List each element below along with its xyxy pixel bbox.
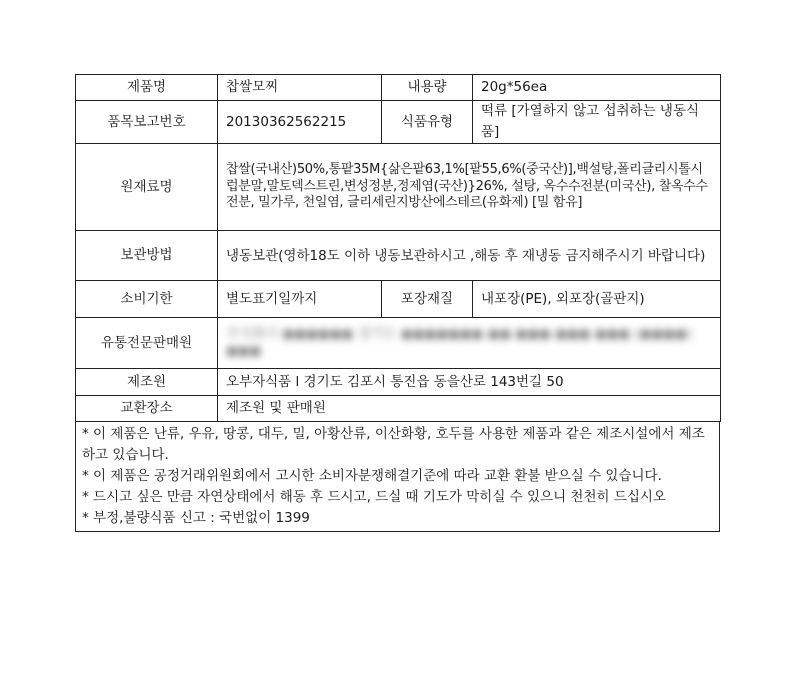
storage-label: 보관방법 [76,231,218,281]
expiry-label: 소비기한 [76,281,218,318]
table-row [76,318,721,369]
distributor-label: 유통전문판매원 [76,318,218,369]
manufacturer-label: 제조원 [76,369,218,396]
net-content-value: 20g*56ea [473,75,721,101]
packaging-value: 내포장(PE), 외포장(골판지) [473,281,721,318]
food-type-value: 떡류 [가열하지 않고 섭취하는 냉동식품] [473,101,721,144]
allergen-note: * 이 제품은 난류, 우유, 땅콩, 대두, 밀, 아황산류, 이산화황, 호두를 사용한 제품과 같은 제조시설에서 제조하고 있습니다. [82,426,705,463]
notes-section [75,422,720,532]
table-row [76,396,721,422]
distributor-value-text: 주식회사 ●●●●●● 경기도 ●●●●●●● ●● ●●● ●●● ●●● (●●●●) ●●● [226,326,692,359]
table-row [76,144,721,231]
table-row [76,281,721,318]
ingredients-label: 원재료명 [76,144,218,231]
exchange-place-value: 제조원 및 판매원 [218,396,721,422]
exchange-place-label: 교환장소 [76,396,218,422]
food-type-label: 식품유형 [382,101,473,144]
report-note: * 부정,불량식품 신고 : 국번없이 1399 [82,510,310,526]
thaw-note: * 드시고 싶은 만큼 자연상태에서 해동 후 드시고, 드실 때 기도가 막히실 수 있으니 천천히 드십시오 [82,489,667,505]
report-number-label: 품목보고번호 [76,101,218,144]
ingredients-value: 찹쌀(국내산)50%,통팥35M{삶은팥63,1%[팥55,6%(중국산)],백설탕,폴리글리시톨시럽분말,말토덱스트린,변성정분,정제염(국산)}26%, 설탕, 옥수수전분(미국산), 찰옥수수전분, 밀가루, 천일염, 글리세린지방산에스테르(유화제) [밀 함유] [218,144,721,231]
storage-value: 냉동보관(영하18도 이하 냉동보관하시고 ,해동 후 재냉동 금지해주시기 바랍니다) [218,231,721,281]
table-row [76,101,721,144]
packaging-label: 포장재질 [382,281,473,318]
table-row [76,75,721,101]
expiry-value: 별도표기일까지 [218,281,382,318]
report-number-value: 20130362562215 [218,101,382,144]
product-info-sheet [75,74,720,532]
net-content-label: 내용량 [382,75,473,101]
distributor-value [218,318,721,369]
product-name-label: 제품명 [76,75,218,101]
product-info-table [75,74,721,422]
product-name-value: 찹쌀모찌 [218,75,382,101]
table-row [76,369,721,396]
manufacturer-value: 오부자식품 l 경기도 김포시 통진읍 동을산로 143번길 50 [218,369,721,396]
refund-note: * 이 제품은 공정거래위원회에서 고시한 소비자분쟁해결기준에 따라 교환 환불 받으실 수 있습니다. [82,468,662,484]
table-row [76,231,721,281]
